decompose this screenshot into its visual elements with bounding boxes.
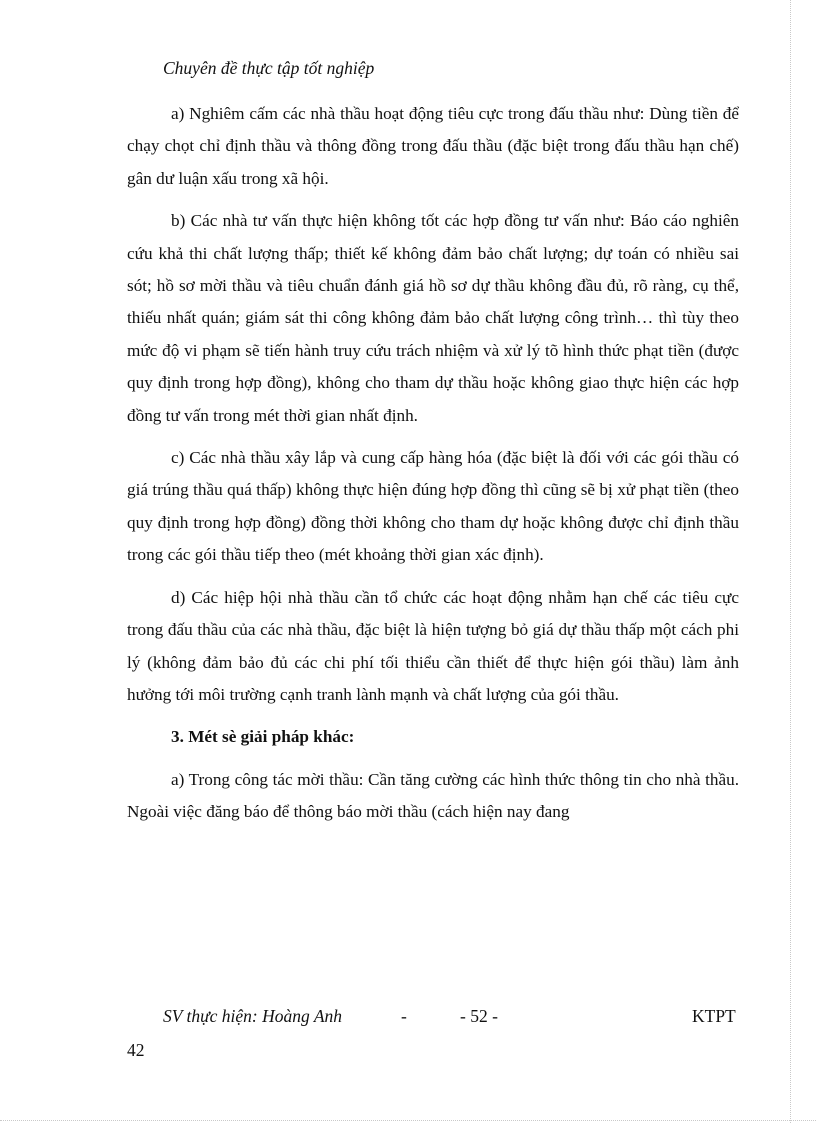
paragraph-d: d) Các hiệp hội nhà thầu cần tổ chức các hoạt động nhằm hạn chế các tiêu cực trong đấu thầu của các nhà thầu, đặc biệt là hiện tượng bỏ giá dự thầu thấp một cách phi lý (không đảm bảo đủ các chi phí tối thiểu cần thiết để thực hiện gói thầu) làm ảnh hưởng tới môi trường cạnh tranh lành mạnh và chất lượng của gói thầu. [127, 587, 739, 704]
footer-dash: - [401, 1006, 407, 1026]
section-heading: 3. Mét sè giải pháp khác: [171, 727, 355, 747]
page-edge-right [790, 0, 791, 1123]
footer-extra-number: 42 [127, 1040, 145, 1060]
paragraph-b: b) Các nhà tư vấn thực hiện không tốt các hợp đồng tư vấn như: Báo cáo nghiên cứu khả thi chất lượng thấp; thiết kế không đảm bảo chất lượng; dự toán có nhiều sai sót; hồ sơ mời thầu và tiêu chuẩn đánh giá hồ sơ dự thầu không đầu đủ, rõ ràng, cụ thể, thiếu nhất quán; giám sát thi công không đảm bảo chất lượng công trình… thì tùy theo mức độ vi phạm sẽ tiến hành truy cứu trách nhiệm và xử lý tõ hình thức phạt tiền (được quy định trong hợp đồng), không cho tham dự thầu hoặc không giao thực hiện các hợp đồng tư vấn trong mét thời gian nhất định. [127, 211, 739, 425]
document-body [127, 98, 739, 839]
paragraph-last: a) Trong công tác mời thầu: Cần tăng cường các hình thức thông tin cho nhà thầu. Ngoài việc đăng báo để thông báo mời thầu (cách hiện nay đang [127, 769, 739, 822]
paragraph-c: c) Các nhà thầu xây lắp và cung cấp hàng hóa (đặc biệt là đối với các gói thầu có giá trúng thầu quá thấp) không thực hiện đúng hợp đồng thì cũng sẽ bị xử phạt tiền (theo quy định trong hợp đồng) đồng thời không cho tham dự hoặc không được chỉ định thầu trong các gói thầu tiếp theo (mét khoảng thời gian xác định). [127, 448, 739, 565]
footer-department: KTPT [692, 1006, 736, 1026]
paragraph-a: a) Nghiêm cấm các nhà thầu hoạt động tiêu cực trong đấu thầu như: Dùng tiền để chạy chọt chỉ định thầu và thông đồng trong đấu thầu (đặc biệt trong đấu thầu hạn chế) gân dư luận xấu trong xã hội. [127, 104, 739, 188]
footer-student: SV thực hiện: Hoàng Anh [163, 1006, 343, 1026]
page-edge-bottom [0, 1120, 816, 1121]
footer-page-number: - 52 - [460, 1006, 498, 1026]
page-header: Chuyên đề thực tập tốt nghiệp [163, 58, 375, 78]
